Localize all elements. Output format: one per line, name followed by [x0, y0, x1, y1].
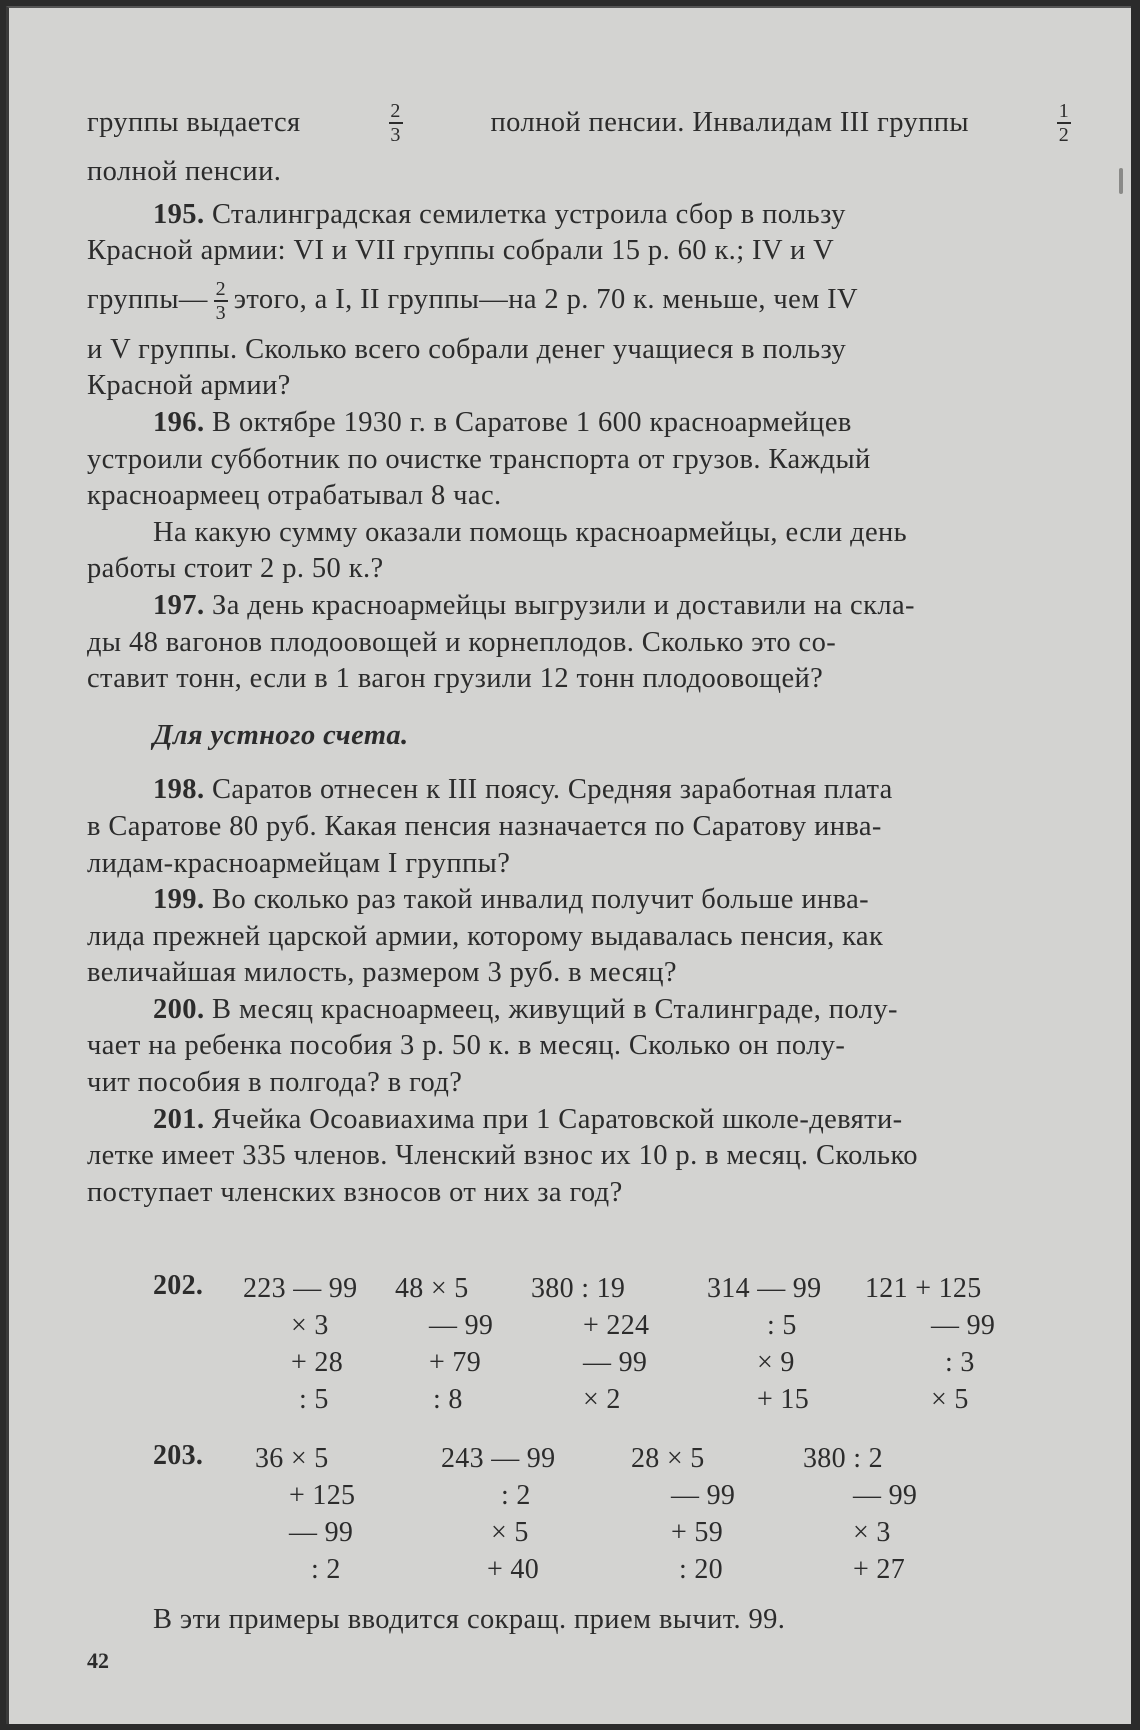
text-fragment: В октябре 1930 г. в Саратове 1 600 красноармейцев	[212, 406, 852, 438]
problem-201-line	[87, 1102, 1077, 1139]
arith-step: — 99	[931, 1310, 996, 1341]
arith-step: + 40	[487, 1554, 539, 1585]
problem-199-line	[87, 919, 1077, 956]
problem-198-line	[87, 809, 1077, 846]
arith-step: × 3	[291, 1310, 329, 1341]
problem-197-line	[87, 588, 1077, 625]
text-fragment: ды 48 вагонов плодоовощей и корнеплодов. Сколько это со-	[87, 626, 837, 658]
fraction-numerator: 2	[390, 100, 401, 123]
problem-195-line	[87, 332, 1077, 369]
line-continuation	[87, 92, 1077, 154]
text-fragment: В месяц красноармеец, живущий в Сталинграде, полу-	[212, 993, 898, 1025]
problem-number: 200.	[153, 993, 205, 1025]
text-fragment: чит пособия в полгода? в год?	[87, 1067, 463, 1099]
problem-197-line	[87, 661, 1077, 698]
text-fragment: группы—	[87, 284, 208, 316]
arith-step: + 27	[853, 1554, 905, 1585]
arith-step: + 224	[583, 1310, 650, 1341]
problem-200-line	[87, 1065, 1077, 1102]
fraction	[214, 278, 228, 324]
problem-198-line	[87, 772, 1077, 809]
fraction-denominator: 3	[215, 301, 226, 324]
arith-step: + 79	[429, 1347, 481, 1378]
arith-step: + 59	[671, 1517, 723, 1548]
arith-start: 28 × 5	[631, 1443, 705, 1474]
arith-step: — 99	[853, 1480, 918, 1511]
text-fragment: чает на ребенка пособия 3 р. 50 к. в месяц. Сколько он полу-	[87, 1030, 846, 1062]
text-fragment: Саратов отнесен к III поясу. Средняя заработная плата	[212, 774, 893, 806]
arith-column	[707, 1270, 837, 1418]
arith-step: : 20	[679, 1554, 723, 1585]
arith-column	[865, 1270, 1015, 1418]
arith-step: : 5	[767, 1310, 797, 1341]
arith-column	[631, 1440, 751, 1588]
line	[87, 154, 1077, 191]
text-fragment: ставит тонн, если в 1 вагон грузили 12 тонн плодоовощей?	[87, 663, 824, 695]
arith-start: 36 × 5	[255, 1443, 329, 1474]
scan-artifact	[1119, 168, 1123, 194]
problem-200-line	[87, 992, 1077, 1029]
arith-start: 380 : 19	[531, 1273, 626, 1304]
book-page	[6, 6, 1131, 1724]
arith-step: × 3	[853, 1517, 891, 1548]
problem-199-line	[87, 882, 1077, 919]
problem-number: 195.	[153, 198, 205, 230]
text-fragment: величайшая милость, размером 3 руб. в месяц?	[87, 957, 677, 989]
problem-202-arithmetic	[153, 1270, 1053, 1420]
text-fragment: На какую сумму оказали помощь красноармейцы, если день	[153, 516, 908, 548]
problem-200-line	[87, 1028, 1077, 1065]
text-fragment: этого, а I, II группы—на 2 р. 70 к. меньше, чем IV	[233, 284, 859, 316]
problem-196-line	[87, 405, 1077, 442]
arith-step: : 2	[501, 1480, 531, 1511]
text-fragment: летке имеет 335 членов. Членский взнос их 10 р. в месяц. Сколько	[87, 1140, 918, 1172]
text-fragment: лидам-красноармейцам I группы?	[87, 847, 511, 879]
section-heading: Для устного счета.	[153, 719, 409, 751]
problem-201-line	[87, 1138, 1077, 1175]
problem-197-line	[87, 625, 1077, 662]
text-fragment: поступает членских взносов от них за год?	[87, 1176, 623, 1208]
arith-column	[803, 1440, 933, 1588]
arith-step: × 9	[757, 1347, 795, 1378]
problem-number: 201.	[153, 1103, 205, 1135]
fraction-denominator: 2	[1058, 123, 1070, 146]
arith-start: 314 — 99	[707, 1273, 822, 1304]
arith-column	[255, 1440, 385, 1588]
arith-step: : 8	[433, 1384, 463, 1415]
arith-column	[395, 1270, 505, 1418]
text-fragment: устроили субботник по очистке транспорта от грузов. Каждый	[87, 443, 871, 475]
problem-number: 196.	[153, 406, 205, 438]
text-fragment: лида прежней царской армии, которому выдавалась пенсия, как	[87, 920, 884, 952]
text-fragment: группы выдается	[87, 106, 301, 138]
page-text	[87, 92, 1077, 1211]
text-fragment: красноармеец отрабатывал 8 час.	[87, 480, 502, 512]
arith-start: 380 : 2	[803, 1443, 883, 1474]
arith-start: 48 × 5	[395, 1273, 469, 1304]
text-fragment: и V группы. Сколько всего собрали денег учащиеся в пользу	[87, 333, 847, 365]
arith-start: 121 + 125	[865, 1273, 982, 1304]
fraction-numerator: 1	[1058, 100, 1070, 123]
text-fragment: Красной армии?	[87, 370, 291, 402]
problem-number: 197.	[153, 589, 205, 621]
problem-196-line	[87, 478, 1077, 515]
arith-step: × 2	[583, 1384, 621, 1415]
fraction	[1057, 100, 1071, 146]
arith-column	[243, 1270, 368, 1418]
text-fragment: Ячейка Осоавиахима при 1 Саратовской школе-девяти-	[212, 1103, 903, 1135]
text-fragment: в Саратове 80 руб. Какая пенсия назначается по Саратову инва-	[87, 810, 882, 842]
text-fragment: Красной армии: VI и VII группы собрали 15 р. 60 к.; IV и V	[87, 235, 835, 267]
problem-196-line	[87, 515, 1077, 552]
arith-step: — 99	[289, 1517, 354, 1548]
arith-step: × 5	[931, 1384, 969, 1415]
arith-step: + 125	[289, 1480, 356, 1511]
problem-195-line	[87, 270, 1077, 332]
problem-195-line	[87, 197, 1077, 234]
arith-step: — 99	[429, 1310, 494, 1341]
text-fragment: полной пенсии. Инвалидам III группы	[490, 106, 969, 138]
problem-199-line	[87, 955, 1077, 992]
problem-number: 198.	[153, 774, 205, 806]
arith-step: — 99	[671, 1480, 736, 1511]
problem-198-line	[87, 846, 1077, 883]
fraction-denominator: 3	[390, 123, 401, 146]
problem-196-line	[87, 551, 1077, 588]
arith-start: 243 — 99	[441, 1443, 556, 1474]
arith-column	[531, 1270, 671, 1418]
problem-195-line	[87, 233, 1077, 270]
text-fragment: полной пенсии.	[87, 156, 282, 187]
problem-number: 202.	[153, 1270, 204, 1301]
arith-step: : 3	[945, 1347, 975, 1378]
arith-column	[441, 1440, 571, 1588]
page-number: 42	[87, 1648, 109, 1673]
fraction	[389, 100, 403, 146]
arith-step: + 28	[291, 1347, 343, 1378]
text-fragment: Во сколько раз такой инвалид получит больше инва-	[212, 884, 870, 916]
footer-note: В эти примеры вводится сокращ. прием вычит. 99.	[153, 1604, 786, 1635]
problem-203-arithmetic	[153, 1440, 993, 1590]
arith-step: : 5	[299, 1384, 329, 1415]
problem-196-line	[87, 442, 1077, 479]
problem-number: 203.	[153, 1440, 204, 1471]
arith-step: — 99	[583, 1347, 648, 1378]
text-fragment: работы стоит 2 р. 50 к.?	[87, 553, 384, 585]
text-fragment: За день красноармейцы выгрузили и доставили на скла-	[212, 589, 915, 621]
arith-step: + 15	[757, 1384, 809, 1415]
problem-201-line	[87, 1175, 1077, 1212]
arith-step: × 5	[491, 1517, 529, 1548]
text-fragment: Сталинградская семилетка устроила сбор в пользу	[212, 198, 846, 230]
arith-start: 223 — 99	[243, 1273, 358, 1304]
arith-step: : 2	[311, 1554, 341, 1585]
problem-number: 199.	[153, 884, 205, 916]
problem-195-line	[87, 368, 1077, 405]
fraction-numerator: 2	[215, 278, 226, 301]
